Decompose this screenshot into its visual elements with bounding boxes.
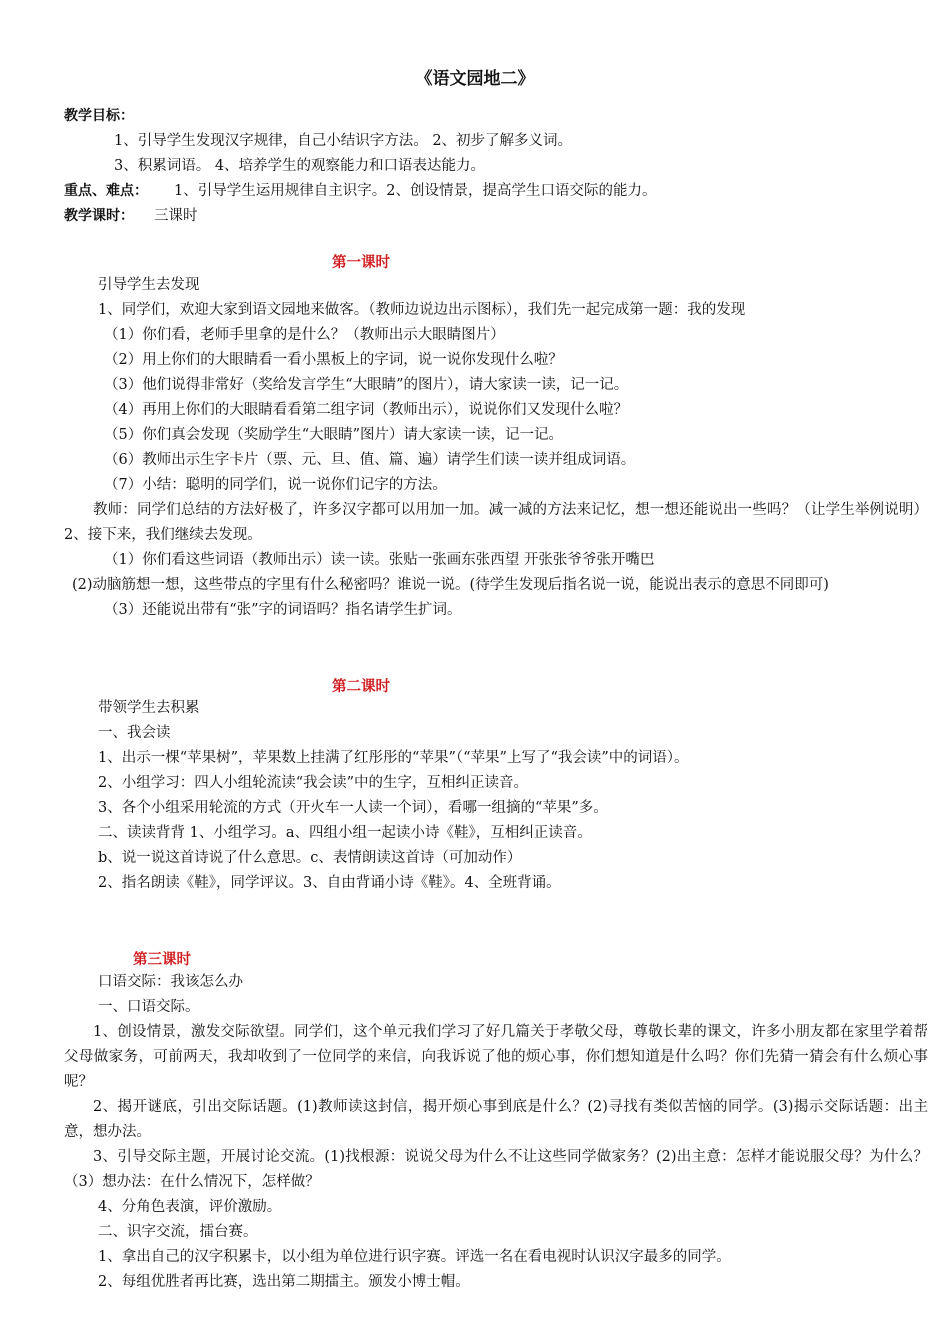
- key-points-label: 重点、难点：: [64, 183, 148, 199]
- key-points-row: [64, 179, 924, 204]
- lesson3-line: 1、拿出自己的汉字积累卡，以小组为单位进行识字赛。评选一名在看电视时认识汉字最多的同学。: [98, 1249, 731, 1265]
- lesson3-paragraph: 1、创设情景，激发交际欲望。同学们，这个单元我们学习了好几篇关于孝敬父母，尊敬长辈的课文，许多小朋友都在家里学着帮父母做家务，可前两天，我却收到了一位同学的来信，向我诉说了他的烦心事，你们想知道是什么吗？你们先猜一猜会有什么烦心事呢？: [64, 1024, 928, 1090]
- lesson1-paragraph: 教师：同学们总结的方法好极了，许多汉字都可以用加一加。减一减的方法来记忆，想一想还能说出一些吗？（让学生举例说明）2、接下来，我们继续去发现。: [64, 502, 928, 543]
- class-hours-row: [64, 204, 924, 229]
- lesson3-line: 4、分角色表演，评价激励。: [98, 1199, 282, 1215]
- lesson1-paragraph: (2)动脑筋想一想，这些带点的字里有什么秘密吗？谁说一说。(待学生发现后指名说一说，能说出表示的意思不同即可): [72, 577, 829, 593]
- lesson1-line: （5）你们真会发现（奖励学生“大眼睛”图片）请大家读一读，记一记。: [104, 427, 564, 443]
- lesson3-title: 第三课时: [133, 952, 191, 968]
- lesson1-line: 1、同学们，欢迎大家到语文园地来做客。（教师边说边出示图标），我们先一起完成第一题：我的发现: [98, 302, 746, 318]
- lesson2-line: 2、小组学习：四人小组轮流读“我会读”中的生字，互相纠正读音。: [98, 775, 529, 791]
- key-points-text: 1、引导学生运用规律自主识字。2、创设情景，提高学生口语交际的能力。: [174, 183, 657, 199]
- lesson2-line: 二、读读背背 1、小组学习。a、四组小组一起读小诗《鞋》，互相纠正读音。: [98, 825, 592, 841]
- lesson2-title: 第二课时: [332, 679, 390, 695]
- lesson1-line: （7）小结：聪明的同学们，说一说你们记字的方法。: [104, 477, 447, 493]
- lesson1-line: 引导学生去发现: [98, 277, 200, 293]
- lesson2-line: 3、各个小组采用轮流的方式（开火车一人读一个词），看哪一组摘的“苹果”多。: [98, 800, 608, 816]
- lesson2-line: 带领学生去积累: [98, 700, 200, 716]
- lesson3-line: 一、口语交际。: [98, 999, 200, 1015]
- lesson3-line: 2、每组优胜者再比赛，选出第二期擂主。颁发小博士帽。: [98, 1274, 470, 1290]
- lesson1-line: （4）再用上你们的大眼睛看看第二组字词（教师出示），说说你们又发现什么啦？: [104, 402, 628, 418]
- lesson1-line: （3）他们说得非常好（奖给发言学生“大眼睛”的图片），请大家读一读，记一记。: [104, 377, 629, 393]
- lesson2-body: [64, 696, 928, 896]
- lesson2-line: 1、出示一棵“苹果树”，苹果数上挂满了红彤彤的“苹果”（“苹果”上写了“我会读”中的词语）。: [98, 750, 689, 766]
- lesson1-line: （3）还能说出带有“张”字的词语吗？指名请学生扩词。: [104, 602, 462, 618]
- lesson3-line: 二、识字交流，擂台赛。: [98, 1224, 258, 1240]
- lesson3-paragraph: 3、引导交际主题，开展讨论交流。(1)找根源：说说父母为什么不让这些同学做家务？(2)出主意：怎样才能说服父母？为什么？（3）想办法：在什么情况下，怎样做？: [64, 1149, 928, 1190]
- teaching-goals: [64, 104, 924, 229]
- lesson2-line: 2、指名朗读《鞋》，同学评议。3、自由背诵小诗《鞋》。4、全班背诵。: [98, 875, 561, 891]
- lesson1-line: （2）用上你们的大眼睛看一看小黑板上的字词，说一说你发现什么啦？: [104, 352, 563, 368]
- lesson3-line: 口语交际：我该怎么办: [98, 974, 243, 990]
- lesson3-paragraph: 2、揭开谜底，引出交际话题。(1)教师读这封信，揭开烦心事到底是什么？(2)寻找有类似苦恼的同学。(3)揭示交际话题：出主意，想办法。: [64, 1099, 928, 1140]
- class-hours-label: 教学课时：: [64, 208, 134, 224]
- lesson2-line: b、说一说这首诗说了什么意思。c、表情朗读这首诗（可加动作）: [98, 850, 522, 866]
- lesson1-title: 第一课时: [332, 255, 390, 271]
- lesson1-line: （6）教师出示生字卡片（票、元、旦、值、篇、遍）请学生们读一读并组成词语。: [104, 452, 636, 468]
- lesson2-line: 一、我会读: [98, 725, 171, 741]
- goals-line-1: 1、引导学生发现汉字规律，自己小结识字方法。 2、初步了解多义词。: [114, 133, 573, 149]
- lesson1-body: [64, 273, 928, 623]
- goals-label-row: [64, 104, 924, 129]
- lesson1-line: （1）你们看这些词语（教师出示）读一读。张贴一张画东张西望 开张张爷爷张开嘴巴: [104, 552, 655, 568]
- lesson3-body: [64, 970, 928, 1295]
- class-hours-text: 三课时: [154, 208, 198, 224]
- lesson1-line: （1）你们看，老师手里拿的是什么？（教师出示大眼睛图片）: [104, 327, 505, 343]
- goals-label: 教学目标：: [64, 108, 134, 124]
- document-title: 《语文园地二》: [415, 69, 535, 89]
- goals-line-2: 3、积累词语。 4、培养学生的观察能力和口语表达能力。: [114, 158, 486, 174]
